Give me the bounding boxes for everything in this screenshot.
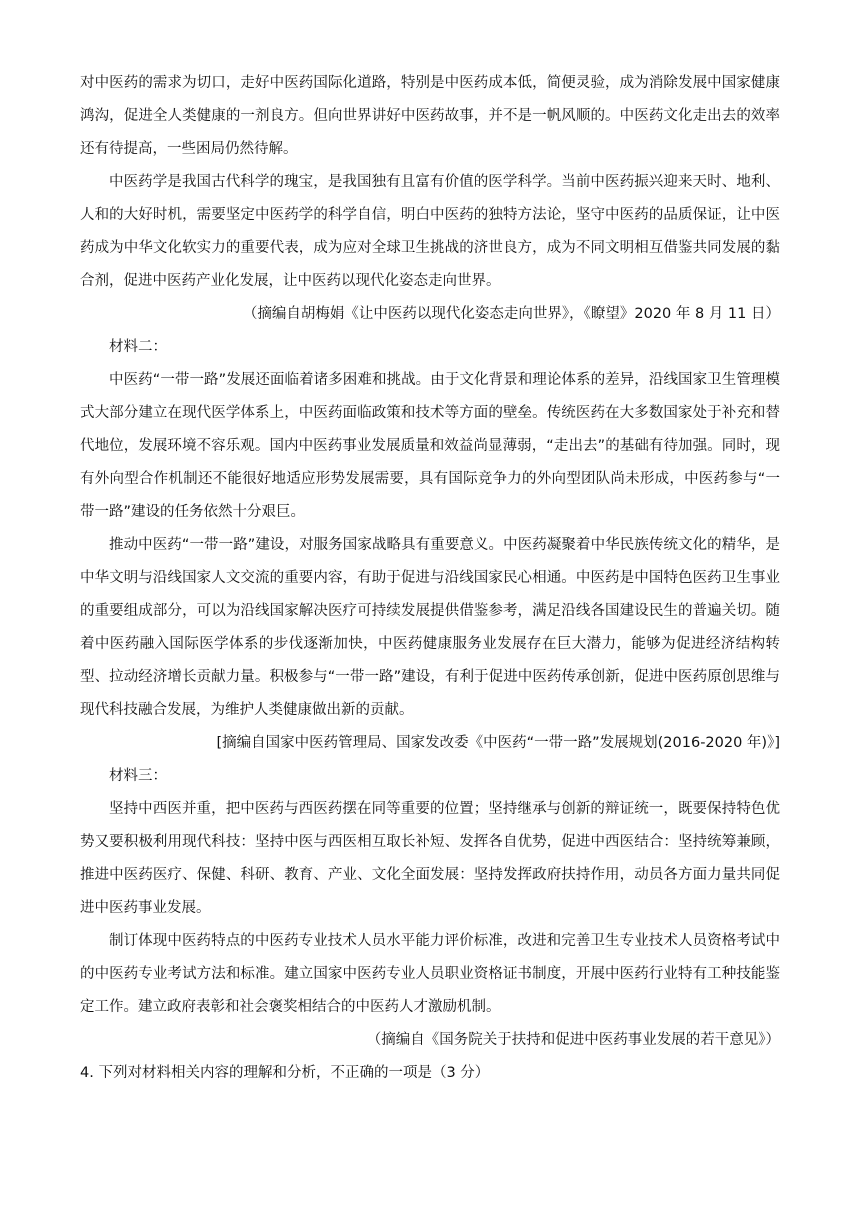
paragraph-material-one-conclusion: 中医药学是我国古代科学的瑰宝，是我国独有且富有价值的医学科学。当前中医药振兴迎来天时、地利、人和的大好时机，需要坚定中医药学的科学自信，明白中医药的独特方法论，坚守中医药的品质保证，让中医药成为中华文化软实力的重要代表，成为应对全球卫生挑战的济世良方，成为不同文明相互借鉴共同发展的黏合剂，促进中医药产业化发展，让中医药以现代化姿态走向世界。 [80,174,780,289]
source-citation-three: （摘编自《国务院关于扶持和促进中医药事业发展的若干意见》） [366,1032,780,1048]
material-three-heading: 材料三： [109,768,167,784]
source-citation-one: （摘编自胡梅娟《让中医药以现代化姿态走向世界》，《瞭望》2020 年 8 月 11 日） [242,306,780,322]
paragraph-material-two-significance: 推动中医药“一带一路”建设，对服务国家战略具有重要意义。中医药凝聚着中华民族传统文化的精华，是中华文明与沿线国家人文交流的重要内容，有助于促进与沿线国家民心相通。中医药是中国特色医药卫生事业的重要组成部分，可以为沿线国家解决医疗可持续发展提供借鉴参考，满足沿线各国建设民生的普遍关切。随着中医药融入国际医学体系的步伐逐渐加快，中医药健康服务业发展存在巨大潜力，能够为促进经济结构转型、拉动经济增长贡献力量。积极参与“一带一路”建设，有利于促进中医药传承创新，促进中医药原创思维与现代科技融合发展，为维护人类健康做出新的贡献。 [80,537,780,718]
paragraph-material-three-talent: 制订体现中医药特点的中医药专业技术人员水平能力评价标准，改进和完善卫生专业技术人员资格考试中的中医药专业考试方法和标准。建立国家中医药专业人员职业资格证书制度，开展中医药行业特有工种技能鉴定工作。建立政府表彰和社会褒奖相结合的中医药人才激励机制。 [80,933,780,1015]
material-two-heading: 材料二： [109,339,167,355]
paragraph-continued: 对中医药的需求为切口，走好中医药国际化道路，特别是中医药成本低，简便灵验，成为消除发展中国家健康鸿沟，促进全人类健康的一剂良方。但向世界讲好中医药故事，并不是一帆风顺的。中医药文化走出去的效率还有待提高，一些困局仍然待解。 [80,75,780,157]
paragraph-material-two-challenges: 中医药“一带一路”发展还面临着诸多困难和挑战。由于文化背景和理论体系的差异，沿线国家卫生管理模式大部分建立在现代医学体系上，中医药面临政策和技术等方面的壁垒。传统医药在大多数国家处于补充和替代地位，发展环境不容乐观。国内中医药事业发展质量和效益尚显薄弱，“走出去”的基础有待加强。同时，现有外向型合作机制还不能很好地适应形势发展需要，具有国际竞争力的外向型团队尚未形成，中医药参与“一带一路”建设的任务依然十分艰巨。 [80,372,780,520]
source-citation-two: [摘编自国家中医药管理局、国家发改委《中医药“一带一路”发展规划(2016-2020 年)》] [216,735,780,751]
paragraph-material-three-principles: 坚持中西医并重，把中医药与西医药摆在同等重要的位置；坚持继承与创新的辩证统一，既要保持特色优势又要积极利用现代科技：坚持中医与西医相互取长补短、发挥各自优势，促进中西医结合：坚持统筹兼顾，推进中医药医疗、保健、科研、教育、产业、文化全面发展：坚持发挥政府扶持作用，动员各方面力量共同促进中医药事业发展。 [80,801,780,916]
question-4: 4. 下列对材料相关内容的理解和分析，不正确的一项是（3 分） [80,1065,490,1081]
